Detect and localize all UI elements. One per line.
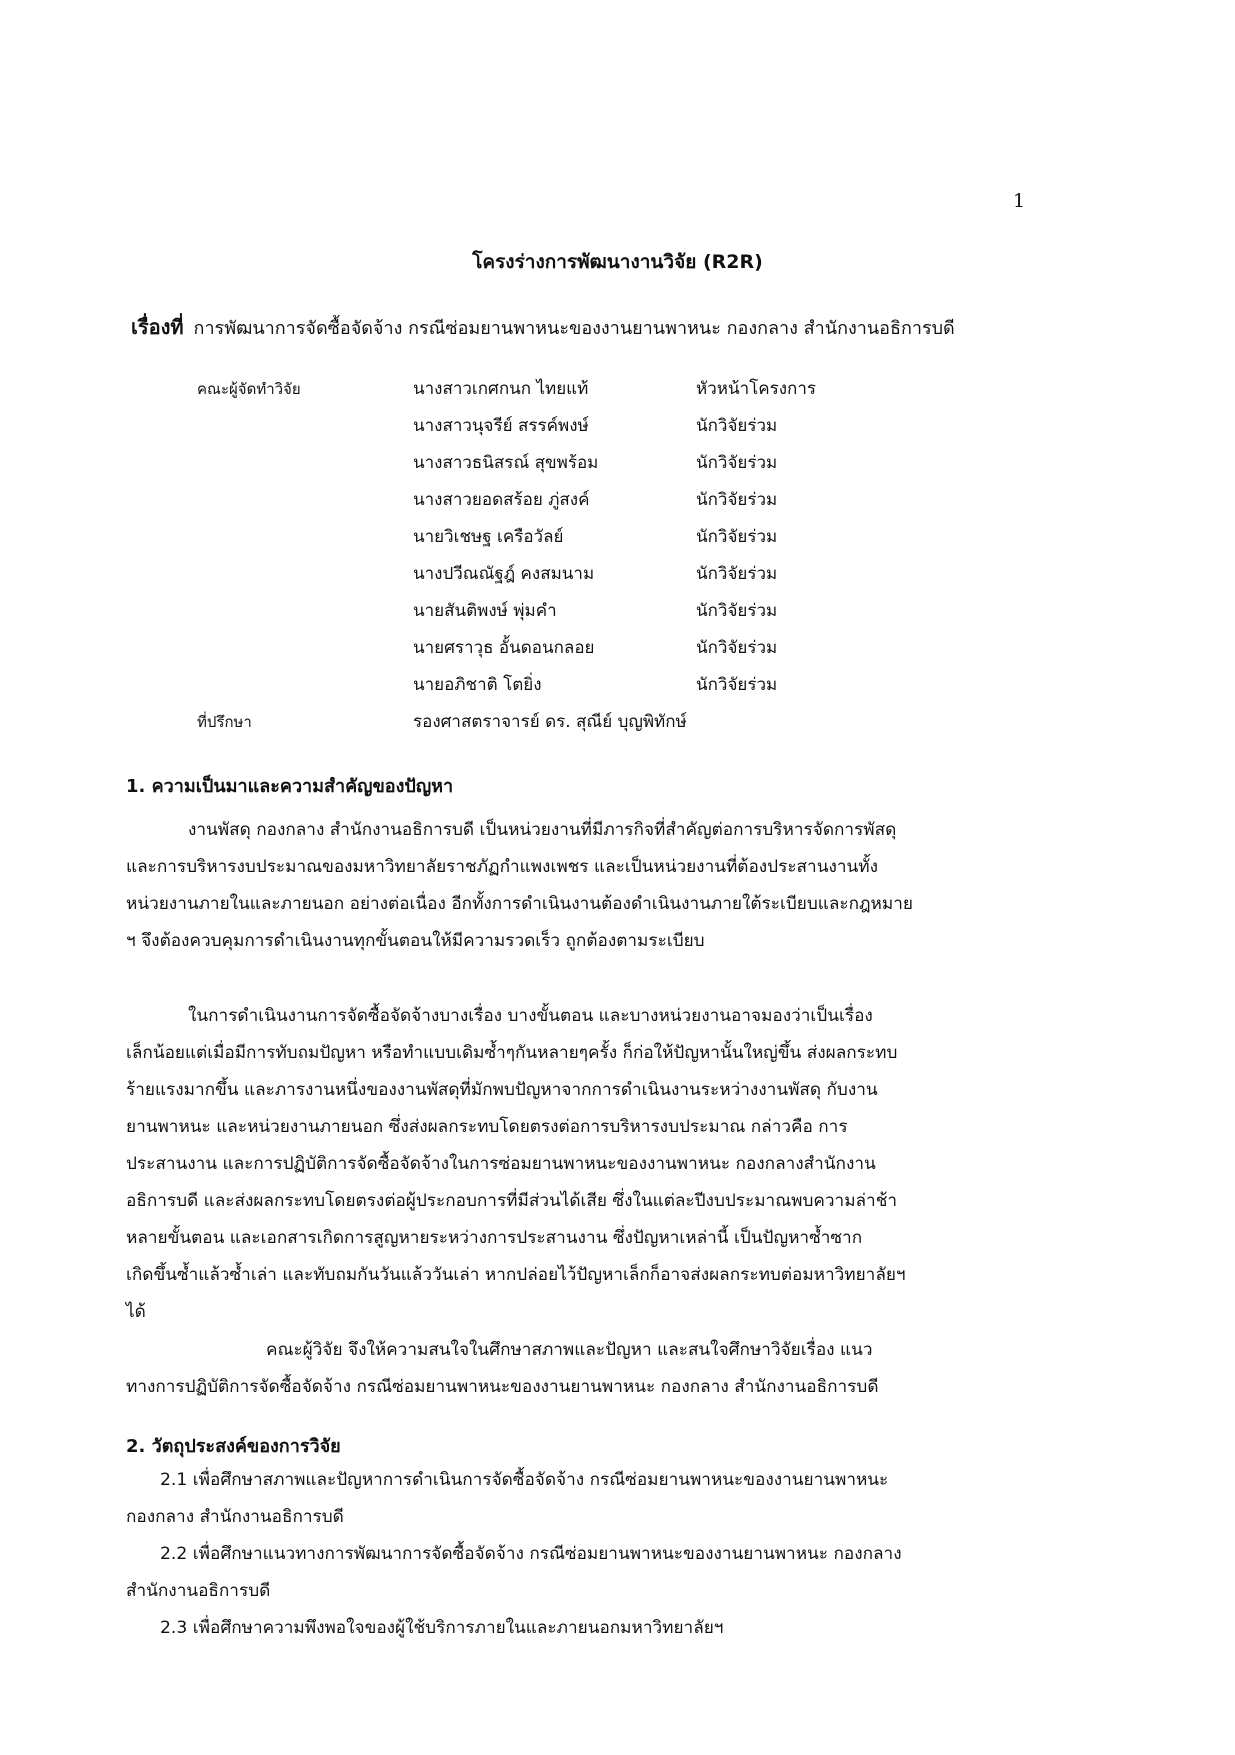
member-name: นางสาวเกศกนก ไทยแท้	[413, 379, 589, 399]
paragraph-line: ในการดำเนินงานการจัดซื้อจัดจ้างบางเรื่อง บางขั้นตอน และบางหน่วยงานอาจมองว่าเป็นเรื่อง	[188, 1006, 873, 1026]
section-1-paragraph-1	[126, 812, 1026, 960]
member-name: นางปวีณณัฐฎ์ คงสมนาม	[413, 564, 595, 584]
paragraph-line: ประสานงาน และการปฏิบัติการจัดซื้อจัดจ้างในการซ่อมยานพาหนะของงานพาหนะ กองกลางสำนักงาน	[126, 1154, 876, 1174]
section-2-heading: 2. วัตถุประสงค์ของการวิจัย	[126, 1436, 341, 1457]
research-team	[197, 375, 896, 745]
team-row	[197, 523, 896, 560]
objective-item: 2.3 เพื่อศึกษาความพึงพอใจของผู้ใช้บริการภายในและภายนอกมหาวิทยาลัยฯ	[160, 1618, 724, 1638]
member-role: นักวิจัยร่วม	[696, 453, 778, 473]
page-number: 1	[1013, 190, 1026, 212]
advisor-row	[197, 708, 896, 745]
paragraph-line: เล็กน้อยแต่เมื่อมีการทับถมปัญหา หรือทำแบบเดิมซ้ำๆกันหลายๆครั้ง ก็ก่อให้ปัญหานั้นใหญ่ขึ้น ส่งผลกระทบ	[126, 1043, 898, 1063]
section-1-paragraph-2	[126, 998, 1026, 1331]
member-name: นายวิเชษฐ เครือวัลย์	[413, 527, 564, 547]
member-role: นักวิจัยร่วม	[696, 601, 778, 621]
paragraph-line: หน่วยงานภายในและภายนอก อย่างต่อเนื่อง อีกทั้งการดำเนินงานต้องดำเนินงานภายใต้ระเบียบและกฎหมาย	[126, 894, 913, 914]
advisor-name: รองศาสตราจารย์ ดร. สุณีย์ บุญพิทักษ์	[413, 712, 687, 732]
member-name: นายอภิชาติ โตยิ่ง	[413, 675, 542, 695]
paragraph-line: คณะผู้วิจัย จึงให้ความสนใจในศึกษาสภาพและปัญหา และสนใจศึกษาวิจัยเรื่อง แนว	[266, 1340, 873, 1360]
paragraph-line: และการบริหารงบประมาณของมหาวิทยาลัยราชภัฏกำแพงเพชร และเป็นหน่วยงานที่ต้องประสานงานทั้ง	[126, 857, 878, 877]
team-row	[197, 412, 896, 449]
objective-item-cont: กองกลาง สำนักงานอธิการบดี	[126, 1507, 344, 1527]
subject-line	[131, 311, 955, 343]
team-row	[197, 486, 896, 523]
paragraph-line: หลายขั้นตอน และเอกสารเกิดการสูญหายระหว่างการประสานงาน ซึ่งปัญหาเหล่านี้ เป็นปัญหาซ้ำซาก	[126, 1228, 863, 1248]
team-row	[197, 634, 896, 671]
member-name: นางสาวธนิสรณ์ สุขพร้อม	[413, 453, 599, 473]
member-name: นายศราวุธ อั้นดอนกลอย	[413, 638, 595, 658]
team-row	[197, 671, 896, 708]
objective-item: 2.2 เพื่อศึกษาแนวทางการพัฒนาการจัดซื้อจัดจ้าง กรณีซ่อมยานพาหนะของงานยานพาหนะ กองกลาง	[160, 1544, 902, 1564]
paragraph-line: งานพัสดุ กองกลาง สำนักงานอธิการบดี เป็นหน่วยงานที่มีภารกิจที่สำคัญต่อการบริหารจัดการพัสดุ	[188, 820, 897, 840]
paragraph-line: ฯ จึงต้องควบคุมการดำเนินงานทุกขั้นตอนให้มีความรวดเร็ว ถูกต้องตามระเบียบ	[126, 931, 705, 951]
team-row	[197, 449, 896, 486]
member-role: นักวิจัยร่วม	[696, 527, 778, 547]
section-1-heading: 1. ความเป็นมาและความสำคัญของปัญหา	[126, 776, 454, 797]
paragraph-line: อธิการบดี และส่งผลกระทบโดยตรงต่อผู้ประกอบการที่มีส่วนได้เสีย ซึ่งในแต่ละปีงบประมาณพบความล่าช้า	[126, 1191, 898, 1211]
objective-item-cont: สำนักงานอธิการบดี	[126, 1581, 271, 1601]
section-1-paragraph-3	[126, 1332, 1026, 1406]
paragraph-line: เกิดขึ้นซ้ำแล้วซ้ำเล่า และทับถมกันวันแล้ววันเล่า หากปล่อยไว้ปัญหาเล็กก็อาจส่งผลกระทบต่อมหาวิทยาลัยฯ	[126, 1265, 906, 1285]
member-name: นางสาวยอดสร้อย ภู่สงค์	[413, 490, 590, 510]
paragraph-line: ยานพาหนะ และหน่วยงานภายนอก ซึ่งส่งผลกระทบโดยตรงต่อการบริหารงบประมาณ กล่าวคือ การ	[126, 1117, 848, 1137]
subject-label: เรื่องที่	[131, 315, 184, 339]
member-role: นักวิจัยร่วม	[696, 416, 778, 436]
paragraph-line: ร้ายแรงมากขึ้น และภารงานหนึ่งของงานพัสดุที่มักพบปัญหาจากการดำเนินงานระหว่างงานพัสดุ กับงาน	[126, 1080, 878, 1100]
paragraph-line: ทางการปฏิบัติการจัดซื้อจัดจ้าง กรณีซ่อมยานพาหนะของงานยานพาหนะ กองกลาง สำนักงานอธิการบดี	[126, 1377, 879, 1397]
member-role: นักวิจัยร่วม	[696, 564, 778, 584]
objective-item: 2.1 เพื่อศึกษาสภาพและปัญหาการดำเนินการจัดซื้อจัดจ้าง กรณีซ่อมยานพาหนะของงานยานพาหนะ	[160, 1470, 889, 1490]
team-row	[197, 560, 896, 597]
advisor-label: ที่ปรึกษา	[197, 713, 252, 731]
member-role: นักวิจัยร่วม	[696, 638, 778, 658]
member-name: นายสันติพงษ์ พุ่มคำ	[413, 601, 557, 621]
team-row	[197, 375, 896, 412]
team-row	[197, 597, 896, 634]
paragraph-line: ได้	[126, 1302, 146, 1322]
member-role: นักวิจัยร่วม	[696, 675, 778, 695]
subject-text: การพัฒนาการจัดซื้อจัดจ้าง กรณีซ่อมยานพาหนะของงานยานพาหนะ กองกลาง สำนักงานอธิการบดี	[193, 318, 955, 339]
member-name: นางสาวนุจรีย์ สรรค์พงษ์	[413, 416, 589, 436]
member-role: นักวิจัยร่วม	[696, 490, 778, 510]
team-label: คณะผู้จัดทำวิจัย	[197, 380, 301, 398]
page-title: โครงร่างการพัฒนางานวิจัย (R2R)	[472, 251, 763, 273]
objective-list	[126, 1462, 1026, 1647]
member-role: หัวหน้าโครงการ	[696, 379, 817, 399]
